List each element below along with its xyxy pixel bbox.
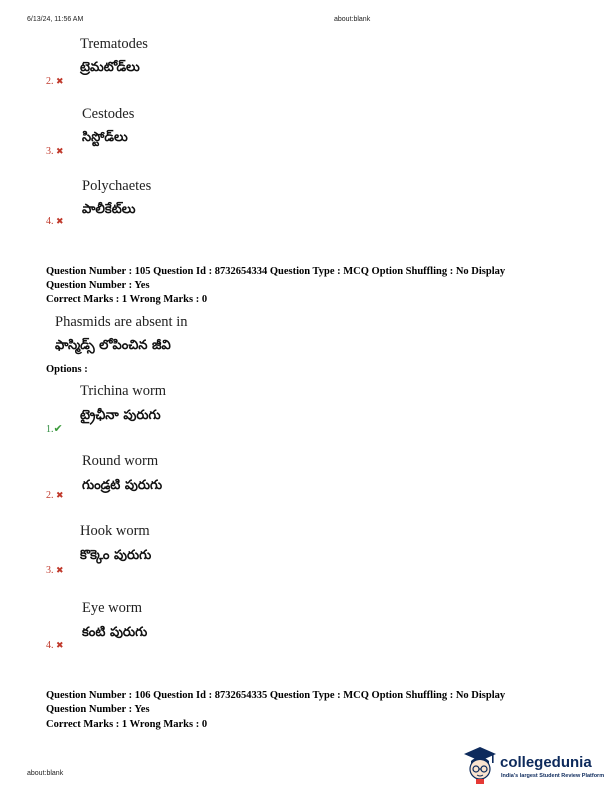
footer-url: about:blank <box>27 770 64 777</box>
option-number: 4. ✖ <box>46 640 64 651</box>
option-text-en: Round worm <box>82 453 159 469</box>
option-text-en: Trematodes <box>80 36 148 52</box>
logo-tagline: India's largest Student Review Platform <box>501 773 605 779</box>
question-meta-line: Question Number : Yes <box>46 704 150 715</box>
logo-name: collegedunia <box>500 754 592 771</box>
wrong-icon: ✖ <box>56 147 64 157</box>
wrong-icon: ✖ <box>56 491 64 501</box>
option-text-te: కొక్కెం పురుగు <box>80 548 152 563</box>
question-meta-line: Question Number : 106 Question Id : 8732654335 Question Type : MCQ Option Shuffling : No Display <box>46 690 506 701</box>
question-text-en: Phasmids are absent in <box>55 314 188 330</box>
wrong-icon: ✖ <box>56 77 64 87</box>
option-text-te: ట్రెమటోడ్‌లు <box>80 60 140 75</box>
question-marks-line: Correct Marks : 1 Wrong Marks : 0 <box>46 294 208 305</box>
question-text-te: ఫాస్మిడ్స్ లోపించిన జీవి <box>55 338 171 353</box>
option-text-te: గుండ్రటి పురుగు <box>82 478 163 493</box>
question-meta-line: Question Number : 105 Question Id : 8732654334 Question Type : MCQ Option Shuffling : No Display <box>46 266 506 277</box>
option-text-en: Cestodes <box>82 106 135 122</box>
option-text-en: Hook worm <box>80 523 150 539</box>
print-datetime: 6/13/24, 11:56 AM <box>27 16 84 23</box>
check-icon: ✔ <box>53 422 63 435</box>
graduate-avatar-icon <box>462 744 498 784</box>
option-text-te: పాలీకేట్‌లు <box>82 202 136 217</box>
collegedunia-logo <box>462 744 610 788</box>
wrong-icon: ✖ <box>56 217 64 227</box>
wrong-icon: ✖ <box>56 641 64 651</box>
options-label: Options : <box>46 364 88 375</box>
option-text-te: కంటి పురుగు <box>82 625 148 640</box>
option-number: 2. ✖ <box>46 490 64 501</box>
option-number: 4. ✖ <box>46 216 64 227</box>
option-number: 3. ✖ <box>46 565 64 576</box>
question-marks-line: Correct Marks : 1 Wrong Marks : 0 <box>46 719 208 730</box>
option-text-te: సిస్టోడ్‌లు <box>82 130 128 145</box>
option-text-te: ట్రైఛీనా పురుగు <box>80 408 161 423</box>
wrong-icon: ✖ <box>56 566 64 576</box>
option-number: 3. ✖ <box>46 146 64 157</box>
option-number: 1.✔ <box>46 422 63 435</box>
option-text-en: Eye worm <box>82 600 142 616</box>
question-meta-line: Question Number : Yes <box>46 280 150 291</box>
option-number: 2. ✖ <box>46 76 64 87</box>
option-text-en: Trichina worm <box>80 383 167 399</box>
print-url: about:blank <box>334 16 371 23</box>
option-text-en: Polychaetes <box>82 178 152 194</box>
